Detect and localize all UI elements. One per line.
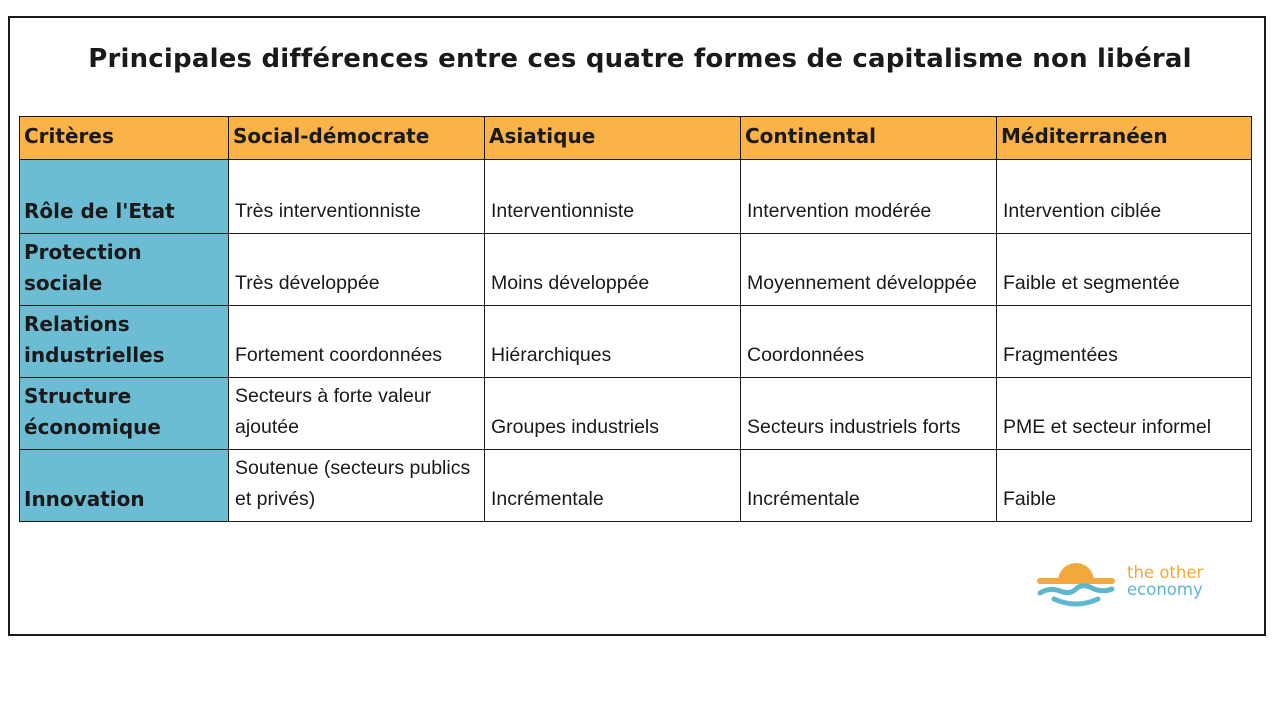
table-cell: Interventionniste <box>485 160 741 234</box>
header-row <box>20 117 1252 160</box>
table-row <box>20 306 1252 378</box>
logo-text-line1: the other <box>1127 563 1204 582</box>
table-cell: Secteurs industriels forts <box>741 378 997 450</box>
row-label: Innovation <box>20 450 229 522</box>
table-cell: Très interventionniste <box>229 160 485 234</box>
table-cell: Intervention modérée <box>741 160 997 234</box>
column-header: Critères <box>20 117 229 160</box>
table-cell: Fragmentées <box>997 306 1252 378</box>
sun-wave-logo-icon <box>1036 555 1116 615</box>
page-title: Principales différences entre ces quatre formes de capitalisme non libéral <box>88 44 1192 74</box>
table-cell: Très développée <box>229 234 485 306</box>
table-cell: Groupes industriels <box>485 378 741 450</box>
column-header: Social-démocrate <box>229 117 485 160</box>
column-header: Asiatique <box>485 117 741 160</box>
table-row <box>20 160 1252 234</box>
logo-wordmark <box>1127 564 1203 598</box>
column-header: Méditerranéen <box>997 117 1252 160</box>
table-cell: Coordonnées <box>741 306 997 378</box>
table-row <box>20 234 1252 306</box>
row-label: Protection sociale <box>20 234 229 306</box>
comparison-table <box>19 116 1252 522</box>
table-cell: Incrémentale <box>741 450 997 522</box>
row-label: Structure économique <box>20 378 229 450</box>
table-cell: Fortement coordonnées <box>229 306 485 378</box>
table-row <box>20 450 1252 522</box>
table-cell: Faible <box>997 450 1252 522</box>
logo-text-line2: economy <box>1127 580 1203 599</box>
table-row <box>20 378 1252 450</box>
brand-logo <box>1036 555 1226 615</box>
table-cell: Incrémentale <box>485 450 741 522</box>
table-cell: Hiérarchiques <box>485 306 741 378</box>
row-label: Relations industrielles <box>20 306 229 378</box>
table-cell: Moyennement développée <box>741 234 997 306</box>
row-label: Rôle de l'Etat <box>20 160 229 234</box>
table-cell: Faible et segmentée <box>997 234 1252 306</box>
column-header: Continental <box>741 117 997 160</box>
table-cell: Intervention ciblée <box>997 160 1252 234</box>
table-cell: Secteurs à forte valeur ajoutée <box>229 378 485 450</box>
table-cell: Moins développée <box>485 234 741 306</box>
table-cell: PME et secteur informel <box>997 378 1252 450</box>
table-cell: Soutenue (secteurs publics et privés) <box>229 450 485 522</box>
